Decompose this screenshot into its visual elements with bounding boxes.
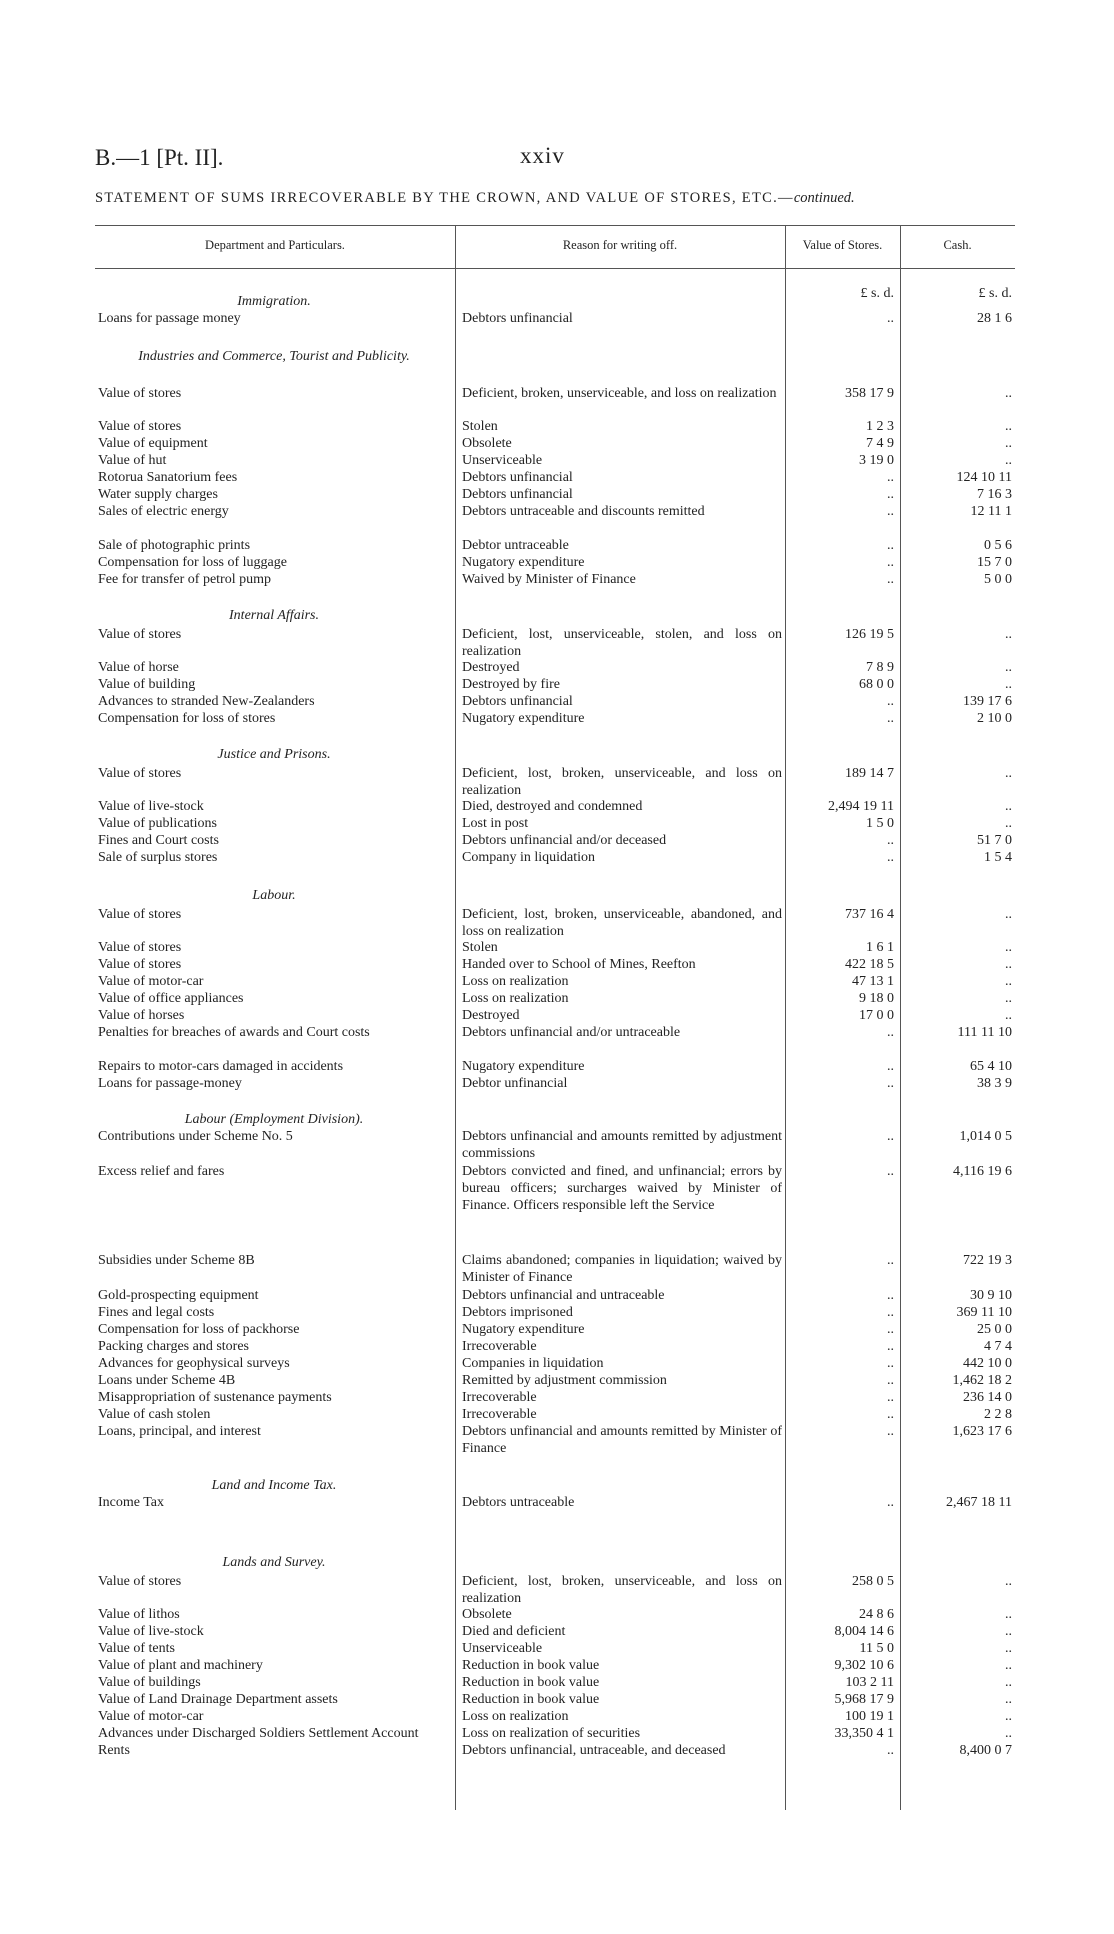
row-cash: 28 1 6: [977, 311, 1012, 326]
row-reason: Loss on realization of securities: [462, 1726, 641, 1741]
row-value-of-stores: ..: [887, 850, 894, 865]
row-cash: ..: [1005, 453, 1012, 468]
row-cash: 369 11 10: [956, 1305, 1012, 1320]
row-particulars: Value of stores: [98, 627, 182, 642]
row-cash: ..: [1005, 1574, 1012, 1589]
row-reason: Irrecoverable: [462, 1407, 537, 1422]
row-particulars: Value of stores: [98, 957, 182, 972]
row-particulars: Penalties for breaches of awards and Court costs: [98, 1025, 370, 1040]
row-particulars: Compensation for loss of luggage: [98, 555, 287, 570]
column-header-reason: Reason for writing off.: [562, 238, 678, 252]
row-cash: 30 9 10: [970, 1288, 1012, 1303]
row-value-of-stores: 103 2 11: [845, 1675, 894, 1690]
row-particulars: Sales of electric energy: [98, 504, 229, 519]
row-particulars: Fines and legal costs: [98, 1305, 215, 1320]
row-reason: Reduction in book value: [462, 1675, 600, 1690]
row-value-of-stores: ..: [887, 694, 894, 709]
row-reason: Unserviceable: [462, 1641, 543, 1656]
row-value-of-stores: ..: [887, 1253, 894, 1268]
row-value-of-stores: ..: [887, 1305, 894, 1320]
row-reason: Claims abandoned; companies in liquidation; waived by Minister of Finance: [462, 1253, 782, 1285]
row-particulars: Rents: [98, 1743, 130, 1758]
row-cash: 236 14 0: [963, 1390, 1012, 1405]
row-cash: 2 2 8: [984, 1407, 1012, 1422]
row-particulars: Loans for passage-money: [98, 1076, 242, 1091]
row-cash: 1 5 4: [984, 850, 1012, 865]
row-particulars: Value of stores: [98, 1574, 182, 1589]
row-value-of-stores: ..: [887, 1373, 894, 1388]
row-value-of-stores: ..: [887, 572, 894, 587]
row-particulars: Excess relief and fares: [98, 1164, 225, 1179]
row-cash: 15 7 0: [977, 555, 1012, 570]
row-particulars: Misappropriation of sustenance payments: [98, 1390, 332, 1405]
row-reason: Irrecoverable: [462, 1390, 537, 1405]
row-reason: Debtor unfinancial: [462, 1076, 568, 1091]
section-heading: Lands and Survey.: [222, 1555, 326, 1570]
row-value-of-stores: 1 6 1: [866, 940, 894, 955]
row-particulars: Subsidies under Scheme 8B: [98, 1253, 255, 1268]
row-particulars: Value of motor-car: [98, 1709, 204, 1724]
column-header-cash: Cash.: [943, 238, 972, 252]
row-value-of-stores: ..: [887, 711, 894, 726]
row-value-of-stores: ..: [887, 538, 894, 553]
row-value-of-stores: 68 0 0: [859, 677, 894, 692]
page-title: [95, 190, 1015, 207]
row-reason: Obsolete: [462, 436, 512, 451]
units-stores: £ s. d.: [860, 286, 894, 301]
row-cash: ..: [1005, 1692, 1012, 1707]
row-reason: Loss on realization: [462, 974, 569, 989]
row-value-of-stores: 258 0 5: [852, 1574, 894, 1589]
row-particulars: Value of stores: [98, 940, 182, 955]
row-reason: Waived by Minister of Finance: [462, 572, 636, 587]
row-particulars: Advances under Discharged Soldiers Settlement Account: [98, 1726, 419, 1741]
section-heading: Internal Affairs.: [229, 608, 319, 623]
row-reason: Destroyed by fire: [462, 677, 560, 692]
row-value-of-stores: ..: [887, 470, 894, 485]
row-reason: Loss on realization: [462, 1709, 569, 1724]
row-value-of-stores: ..: [887, 1356, 894, 1371]
row-value-of-stores: 126 19 5: [845, 627, 894, 642]
row-reason: Company in liquidation: [462, 850, 595, 865]
row-particulars: Value of stores: [98, 766, 182, 781]
running-header-left: B.—1 [Pt. II].: [95, 145, 224, 170]
row-cash: 722 19 3: [963, 1253, 1012, 1268]
row-particulars: Value of motor-car: [98, 974, 204, 989]
section-heading: Immigration.: [237, 294, 311, 309]
row-cash: 124 10 11: [956, 470, 1012, 485]
row-particulars: Loans, principal, and interest: [98, 1424, 261, 1439]
row-value-of-stores: ..: [887, 1339, 894, 1354]
row-cash: ..: [1005, 957, 1012, 972]
row-value-of-stores: ..: [887, 833, 894, 848]
row-cash: ..: [1005, 1607, 1012, 1622]
row-reason: Deficient, lost, broken, unserviceable, and loss on realization: [462, 1574, 782, 1606]
row-reason: Nugatory expenditure: [462, 555, 585, 570]
row-reason: Destroyed: [462, 660, 520, 675]
row-reason: Irrecoverable: [462, 1339, 537, 1354]
row-reason: Debtor untraceable: [462, 538, 569, 553]
row-cash: ..: [1005, 766, 1012, 781]
row-particulars: Value of building: [98, 677, 196, 692]
column-header-stores: Value of Stores.: [802, 238, 883, 252]
row-reason: Died and deficient: [462, 1624, 566, 1639]
row-cash: 8,400 0 7: [959, 1743, 1012, 1758]
row-cash: 12 11 1: [970, 504, 1012, 519]
row-reason: Nugatory expenditure: [462, 1322, 585, 1337]
row-particulars: Value of stores: [98, 386, 182, 401]
row-cash: 442 10 0: [963, 1356, 1012, 1371]
row-value-of-stores: ..: [887, 1407, 894, 1422]
row-value-of-stores: 7 8 9: [866, 660, 894, 675]
row-particulars: Compensation for loss of packhorse: [98, 1322, 300, 1337]
column-divider-3: [900, 225, 901, 1810]
row-reason: Companies in liquidation: [462, 1356, 604, 1371]
row-cash: ..: [1005, 1709, 1012, 1724]
row-cash: ..: [1005, 386, 1012, 401]
row-reason: Obsolete: [462, 1607, 512, 1622]
row-particulars: Value of live-stock: [98, 799, 204, 814]
row-reason: Debtors unfinancial: [462, 487, 573, 502]
row-cash: ..: [1005, 1658, 1012, 1673]
section-heading: Industries and Commerce, Tourist and Publicity.: [138, 349, 410, 364]
units-cash: £ s. d.: [978, 286, 1012, 301]
row-value-of-stores: 9,302 10 6: [834, 1658, 894, 1673]
row-reason: Deficient, lost, broken, unserviceable, abandoned, and loss on realization: [462, 907, 782, 939]
section-heading: Labour (Employment Division).: [184, 1112, 364, 1127]
page-number: xxiv: [520, 143, 565, 168]
column-divider-1: [455, 225, 456, 1810]
row-particulars: Value of buildings: [98, 1675, 201, 1690]
row-cash: 2 10 0: [977, 711, 1012, 726]
row-particulars: Advances to stranded New-Zealanders: [98, 694, 315, 709]
row-particulars: Rotorua Sanatorium fees: [98, 470, 238, 485]
row-value-of-stores: 189 14 7: [845, 766, 894, 781]
row-value-of-stores: 8,004 14 6: [834, 1624, 894, 1639]
row-value-of-stores: ..: [887, 1076, 894, 1091]
row-cash: 38 3 9: [977, 1076, 1012, 1091]
section-heading: Justice and Prisons.: [217, 747, 331, 762]
row-reason: Debtors unfinancial: [462, 311, 573, 326]
row-value-of-stores: 11 5 0: [859, 1641, 894, 1656]
row-cash: 1,623 17 6: [952, 1424, 1012, 1439]
row-particulars: Income Tax: [98, 1495, 165, 1510]
row-cash: ..: [1005, 974, 1012, 989]
row-value-of-stores: 5,968 17 9: [834, 1692, 894, 1707]
row-particulars: Value of Land Drainage Department assets: [98, 1692, 338, 1707]
row-particulars: Value of equipment: [98, 436, 208, 451]
row-value-of-stores: ..: [887, 1059, 894, 1074]
page-title-main: STATEMENT OF SUMS IRRECOVERABLE BY THE CROWN, AND VALUE OF STORES, ETC.—: [95, 190, 794, 206]
row-value-of-stores: 24 8 6: [859, 1607, 894, 1622]
row-particulars: Advances for geophysical surveys: [98, 1356, 290, 1371]
row-value-of-stores: ..: [887, 311, 894, 326]
row-value-of-stores: ..: [887, 487, 894, 502]
row-reason: Debtors imprisoned: [462, 1305, 573, 1320]
column-header-dept: Department and Particulars.: [205, 238, 345, 252]
row-value-of-stores: 422 18 5: [845, 957, 894, 972]
row-cash: 4 7 4: [984, 1339, 1012, 1354]
row-value-of-stores: ..: [887, 1743, 894, 1758]
row-reason: Debtors unfinancial and amounts remitted by adjustment commissions: [462, 1129, 782, 1161]
row-particulars: Value of live-stock: [98, 1624, 204, 1639]
row-reason: Reduction in book value: [462, 1658, 600, 1673]
row-value-of-stores: ..: [887, 1129, 894, 1144]
row-reason: Handed over to School of Mines, Reefton: [462, 957, 696, 972]
row-reason: Debtors unfinancial, untraceable, and deceased: [462, 1743, 726, 1758]
row-particulars: Value of lithos: [98, 1607, 180, 1622]
row-particulars: Value of publications: [98, 816, 217, 831]
row-value-of-stores: 7 4 9: [866, 436, 894, 451]
row-cash: 2,467 18 11: [946, 1495, 1012, 1510]
row-reason: Deficient, broken, unserviceable, and loss on realization: [462, 386, 777, 401]
row-cash: 65 4 10: [970, 1059, 1012, 1074]
row-particulars: Sale of photographic prints: [98, 538, 251, 553]
row-particulars: Gold-prospecting equipment: [98, 1288, 259, 1303]
row-reason: Remitted by adjustment commission: [462, 1373, 667, 1388]
row-cash: 5 0 0: [984, 572, 1012, 587]
row-particulars: Loans for passage money: [98, 311, 241, 326]
row-reason: Unserviceable: [462, 453, 543, 468]
row-particulars: Value of tents: [98, 1641, 175, 1656]
row-value-of-stores: ..: [887, 1288, 894, 1303]
row-cash: ..: [1005, 660, 1012, 675]
row-reason: Died, destroyed and condemned: [462, 799, 643, 814]
row-reason: Debtors untraceable: [462, 1495, 575, 1510]
row-value-of-stores: ..: [887, 1025, 894, 1040]
row-cash: ..: [1005, 816, 1012, 831]
row-cash: ..: [1005, 907, 1012, 922]
row-cash: ..: [1005, 677, 1012, 692]
row-value-of-stores: ..: [887, 555, 894, 570]
row-cash: ..: [1005, 940, 1012, 955]
row-cash: ..: [1005, 799, 1012, 814]
row-particulars: Compensation for loss of stores: [98, 711, 276, 726]
row-reason: Destroyed: [462, 1008, 520, 1023]
row-reason: Nugatory expenditure: [462, 711, 585, 726]
row-particulars: Value of horse: [98, 660, 179, 675]
row-value-of-stores: 358 17 9: [845, 386, 894, 401]
row-particulars: Loans under Scheme 4B: [98, 1373, 236, 1388]
row-cash: ..: [1005, 1641, 1012, 1656]
row-cash: ..: [1005, 1624, 1012, 1639]
row-value-of-stores: 2,494 19 11: [828, 799, 894, 814]
row-reason: Debtors unfinancial: [462, 694, 573, 709]
row-particulars: Value of stores: [98, 419, 182, 434]
row-reason: Deficient, lost, unserviceable, stolen, and loss on realization: [462, 627, 782, 659]
row-reason: Debtors unfinancial and/or untraceable: [462, 1025, 681, 1040]
row-reason: Stolen: [462, 419, 498, 434]
row-reason: Loss on realization: [462, 991, 569, 1006]
row-particulars: Fee for transfer of petrol pump: [98, 572, 271, 587]
row-particulars: Value of hut: [98, 453, 167, 468]
row-value-of-stores: ..: [887, 504, 894, 519]
page-title-suffix: continued.: [793, 190, 855, 206]
row-value-of-stores: ..: [887, 1390, 894, 1405]
row-value-of-stores: 17 0 0: [859, 1008, 894, 1023]
row-cash: ..: [1005, 436, 1012, 451]
row-cash: 7 16 3: [977, 487, 1012, 502]
row-particulars: Value of horses: [98, 1008, 185, 1023]
row-particulars: Value of stores: [98, 907, 182, 922]
row-value-of-stores: ..: [887, 1164, 894, 1179]
row-particulars: Value of cash stolen: [98, 1407, 211, 1422]
row-value-of-stores: ..: [887, 1495, 894, 1510]
row-reason: Debtors unfinancial: [462, 470, 573, 485]
row-particulars: Repairs to motor-cars damaged in accidents: [98, 1059, 344, 1074]
row-particulars: Water supply charges: [98, 487, 218, 502]
row-cash: ..: [1005, 1008, 1012, 1023]
row-value-of-stores: 1 2 3: [866, 419, 894, 434]
row-reason: Stolen: [462, 940, 498, 955]
table-header-rule: [95, 268, 1015, 269]
row-value-of-stores: ..: [887, 1424, 894, 1439]
row-cash: 139 17 6: [963, 694, 1012, 709]
row-cash: ..: [1005, 627, 1012, 642]
row-value-of-stores: 1 5 0: [866, 816, 894, 831]
row-particulars: Sale of surplus stores: [98, 850, 218, 865]
row-reason: Debtors convicted and fined, and unfinancial; errors by bureau officers; surcharges waived by Minister of Finance. Officers responsible left the Service: [462, 1164, 782, 1213]
row-cash: 51 7 0: [977, 833, 1012, 848]
row-reason: Lost in post: [462, 816, 529, 831]
row-value-of-stores: 47 13 1: [852, 974, 894, 989]
row-value-of-stores: 737 16 4: [845, 907, 894, 922]
row-cash: 4,116 19 6: [953, 1164, 1012, 1179]
row-particulars: Value of plant and machinery: [98, 1658, 263, 1673]
row-reason: Debtors unfinancial and untraceable: [462, 1288, 665, 1303]
row-reason: Deficient, lost, broken, unserviceable, and loss on realization: [462, 766, 782, 798]
row-particulars: Contributions under Scheme No. 5: [98, 1129, 293, 1144]
row-cash: 1,014 0 5: [959, 1129, 1012, 1144]
section-heading: Labour.: [252, 888, 296, 903]
row-value-of-stores: 9 18 0: [859, 991, 894, 1006]
table-top-rule: [95, 225, 1015, 226]
row-cash: 0 5 6: [984, 538, 1012, 553]
row-cash: 1,462 18 2: [952, 1373, 1012, 1388]
row-reason: Reduction in book value: [462, 1692, 600, 1707]
row-particulars: Packing charges and stores: [98, 1339, 249, 1354]
row-cash: 111 11 10: [957, 1025, 1012, 1040]
row-cash: 25 0 0: [977, 1322, 1012, 1337]
row-value-of-stores: 3 19 0: [859, 453, 894, 468]
section-heading: Land and Income Tax.: [211, 1478, 337, 1493]
row-reason: Nugatory expenditure: [462, 1059, 585, 1074]
row-reason: Debtors unfinancial and/or deceased: [462, 833, 667, 848]
row-particulars: Fines and Court costs: [98, 833, 219, 848]
row-reason: Debtors unfinancial and amounts remitted by Minister of Finance: [462, 1424, 782, 1456]
row-cash: ..: [1005, 419, 1012, 434]
row-cash: ..: [1005, 991, 1012, 1006]
row-cash: ..: [1005, 1726, 1012, 1741]
row-particulars: Value of office appliances: [98, 991, 244, 1006]
row-reason: Debtors untraceable and discounts remitted: [462, 504, 705, 519]
row-cash: ..: [1005, 1675, 1012, 1690]
row-value-of-stores: 100 19 1: [845, 1709, 894, 1724]
row-value-of-stores: ..: [887, 1322, 894, 1337]
row-value-of-stores: 33,350 4 1: [834, 1726, 894, 1741]
